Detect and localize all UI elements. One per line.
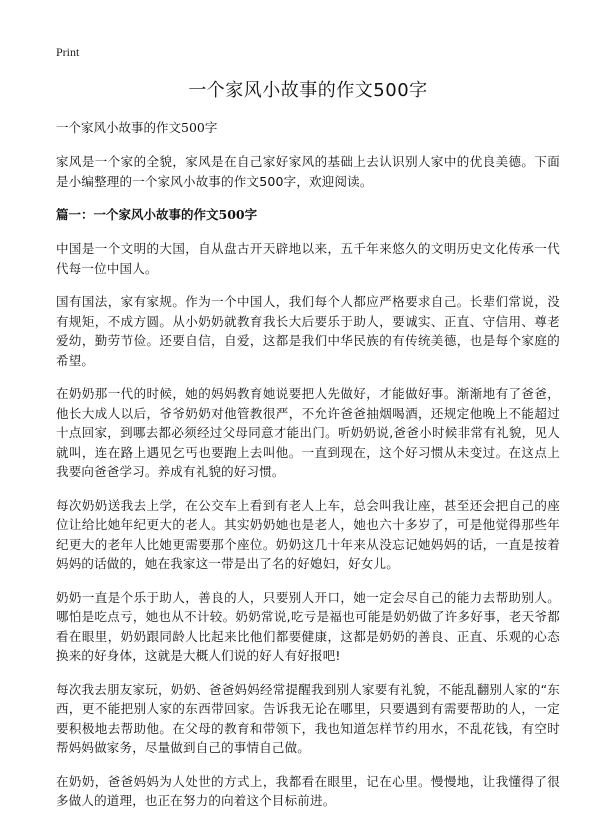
document-subtitle: 一个家风小故事的作文500字: [56, 120, 218, 135]
body-paragraph-4: 每次奶奶送我去上学，在公交车上看到有老人上车，总会叫我让座，甚至还会把自己的座位让给比她年纪更大的老人。其实奶奶她也是老人，她也六十多岁了，可是他觉得那些年纪更大的老年人比她更需要那个座位。奶奶这几十年来从没忘记她妈妈的话，一直是按着妈妈的话做的，她在我家这一带是出了名的好媳妇，好女儿。: [56, 497, 560, 571]
print-link[interactable]: Print: [56, 45, 80, 59]
intro-paragraph: 家风是一个家的全貌，家风是在自己家好家风的基础上去认识别人家中的优良美德。下面是小编整理的一个家风小故事的作文500字，欢迎阅读。: [56, 154, 560, 189]
body-paragraph-5: 奶奶一直是个乐于助人，善良的人，只要别人开口，她一定会尽自己的能力去帮助别人。哪怕是吃点亏，她也从不计较。奶奶常说,吃亏是福也可能是奶奶做了许多好事，老天爷都看在眼里，奶奶跟同龄人比起来比他们都要健康，这都是奶奶的善良、正直、乐观的心态换来的好身体，这就是大概人们说的好人有好报吧!: [56, 589, 560, 663]
section-heading: 篇一：一个家风小故事的作文500字: [56, 207, 258, 222]
body-paragraph-2: 国有国法，家有家规。作为一个中国人，我们每个人都应严格要求自己。长辈们常说，没有规矩，不成方圆。从小奶奶就教育我长大后要乐于助人，要诚实、正直、守信用、尊老爱幼，勤劳节俭。还要自信，自爱，这都是我们中华民族的有传统美德，也是每个家庭的希望。: [56, 294, 560, 368]
body-paragraph-3: 在奶奶那一代的时候，她的妈妈教育她说要把人先做好，才能做好事。渐渐地有了爸爸，他长大成人以后，爷爷奶奶对他管教很严，不允许爸爸抽烟喝酒，还规定他晚上不能超过十点回家，到哪去都必须经过父母同意才能出门。听奶奶说,爸爸小时候非常有礼貌，见人就叫，连在路上遇见乞丐也要跑上去叫他。一直到现在，这个好习惯从未变过。在这点上我要向爸爸学习。养成有礼貌的好习惯。: [56, 386, 560, 479]
body-paragraph-1: 中国是一个文明的大国，自从盘古开天辟地以来，五千年来悠久的文明历史文化传承一代代每一位中国人。: [56, 241, 560, 276]
page-title: 一个家风小故事的作文500字: [188, 80, 428, 101]
body-paragraph-7: 在奶奶，爸爸妈妈为人处世的方式上，我都看在眼里，记在心里。慢慢地，让我懂得了很多做人的道理，也正在努力的向着这个目标前进。: [56, 773, 560, 808]
body-paragraph-6: 每次我去朋友家玩，奶奶、爸爸妈妈经常提醒我到别人家要有礼貌，不能乱翻别人家的“东西，更不能把别人家的东西带回家。告诉我无论在哪里，只要遇到有需要帮助的人，一定要积极地去帮助他。在父母的教育和带领下，我也知道怎样节约用水，不乱花钱，有空时帮妈妈做家务，尽量做到自己的事情自己做。: [56, 681, 560, 755]
